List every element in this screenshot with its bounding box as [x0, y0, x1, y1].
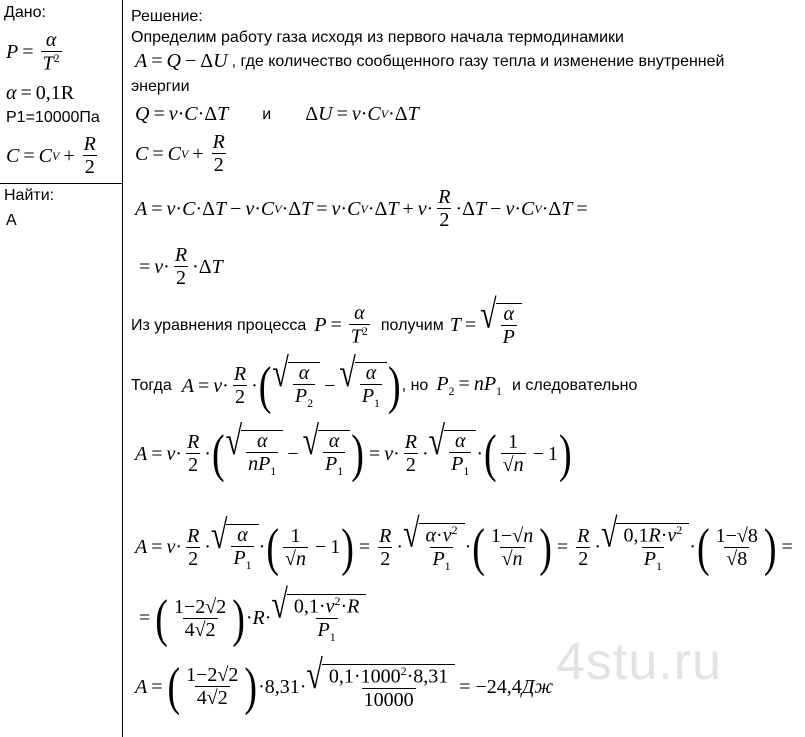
work-expansion-line: A = ν · C ·Δ T − ν · C V ·Δ T = ν · C V ·Δ T + ν · $\frac{R}{2}$ ·Δ T − ν · C V ·Δ T =	[135, 186, 588, 231]
watermark-logo: 4stu.ru	[556, 633, 722, 691]
work-result-line: = ν · $\frac{R}{2}$ ·Δ T	[139, 244, 223, 289]
given-column	[0, 0, 122, 737]
process-line: Из уравнения процесса P = $\frac{\alpha}{T^2}$ получим T = √ $\frac{\alpha}{P}$	[131, 303, 522, 348]
find-label: Найти:	[4, 187, 55, 204]
q-du-line: Q = ν · C ·Δ T и Δ U = ν · C V ·Δ T	[135, 103, 419, 125]
given-label: Дано:	[4, 4, 46, 21]
first-law-line: A = Q − ΔU , где количество сообщенного газу тепла и изменение внутренней	[135, 50, 725, 72]
given-formula-p: P = $\frac{\alpha}{T^2}$	[6, 29, 60, 75]
derivation-line-2: A = ν · $\frac{R}{2}$ · √ $\frac{\alpha}{P_1}$ · ( $\frac{1}{√n}$ − 1 ) = $\frac{R}{2}$ · √ $\frac{\alpha\cdot\nu^2}{P_1}$ · ( $\frac{1-√n}{√n}$ ) = $\frac{R}{2}$ · √ $\frac{0,1R\cdot\nu^2}{P_1}$ · ( $\frac{1-√8}{√8}$ ) =	[135, 511, 793, 578]
given-p1: P1=10000Па	[6, 109, 100, 126]
then-line: Тогда A = ν · $\frac{R}{2}$ · ( √ $\frac{\alpha}{P_2}$ − √ $\frac{\alpha}{P_1}$ ) , но $P_2 = nP_1$ и следовательно	[131, 350, 638, 416]
divider-vertical	[122, 0, 123, 737]
find-value: A	[6, 212, 17, 229]
derivation-line-3: = ( $\frac{1-2√2}{4√2}$ ) · R · √ $\frac{0,1\cdot\nu^2\cdot R}{P_1}$	[135, 594, 366, 644]
given-alpha: α = 0,1R	[6, 82, 75, 104]
given-formula-c: C = C V + $\frac{R}{2}$	[6, 133, 96, 178]
solution-label: Решение:	[131, 8, 203, 25]
c-formula-line: C = C V + $\frac{R}{2}$	[135, 131, 225, 176]
derivation-line-1: A = ν · $\frac{R}{2}$ · ( √ $\frac{\alpha}{nP_1}$ − √ $\frac{\alpha}{P_1}$ ) = ν · $\frac{R}{2}$ · √ $\frac{\alpha}{P_1}$ · ( $\frac{1}{√n}$ − 1 )	[135, 418, 572, 484]
solution-line1: Определим работу газа исходя из первого начала термодинамики	[131, 29, 624, 46]
solution-line3: энергии	[131, 78, 190, 95]
divider-horizontal	[0, 183, 122, 184]
final-answer-line: A = ( $\frac{1-2√2}{4√2}$ ) · 8,31 · √ $\frac{0,1\cdot 1000^2\cdot 8,31}{10000}$ = −24,4 Дж	[135, 653, 554, 717]
